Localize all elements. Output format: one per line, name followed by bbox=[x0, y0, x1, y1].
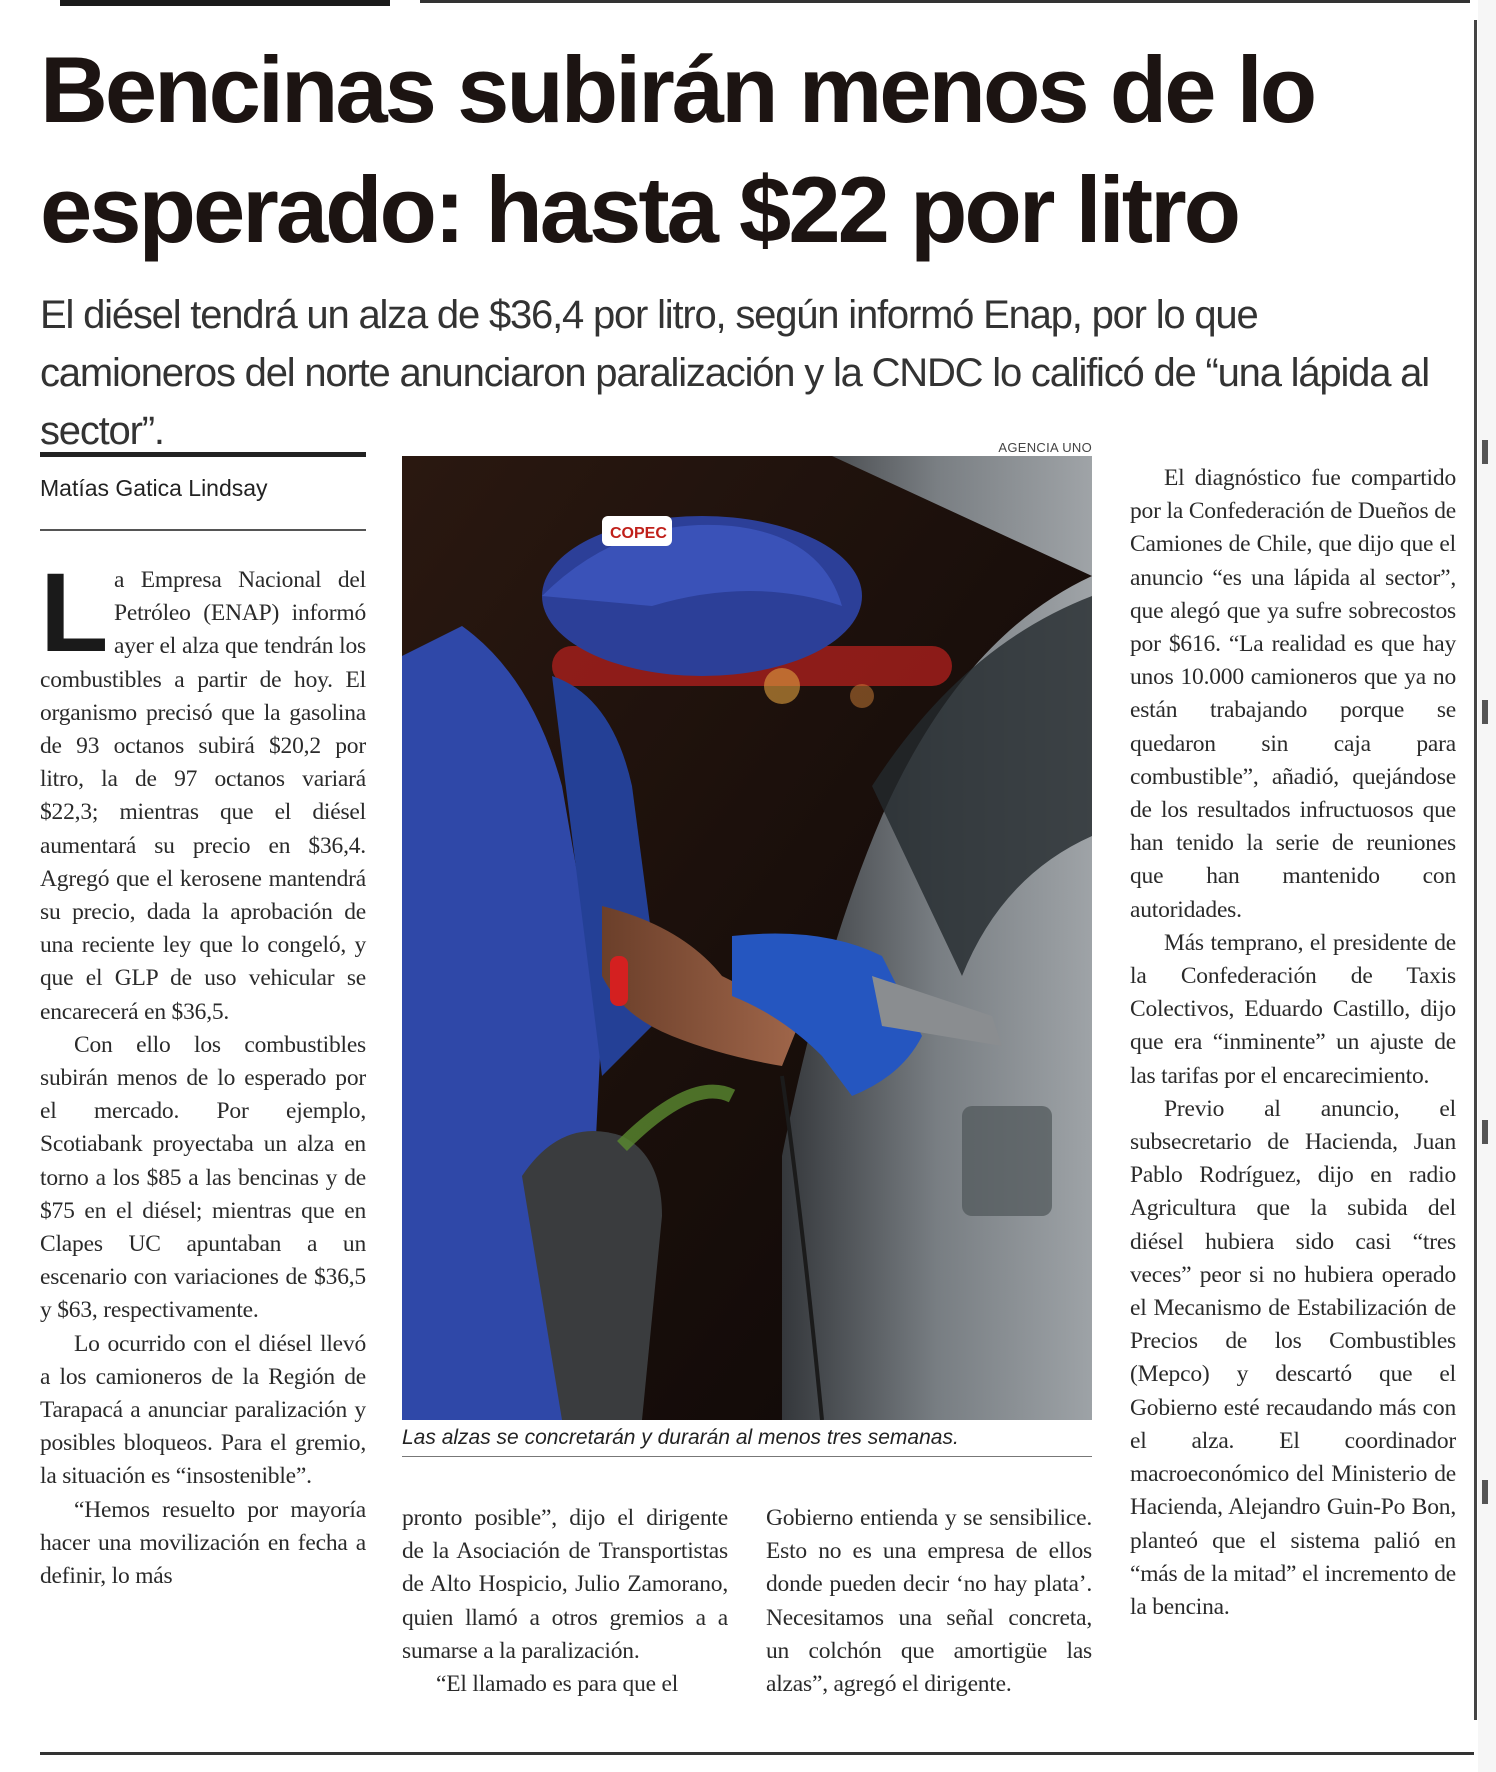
bottom-rule bbox=[40, 1752, 1474, 1755]
article-column-4 bbox=[1130, 462, 1456, 1624]
adjacent-page-edge bbox=[1478, 0, 1496, 1772]
photo-credit: AGENCIA UNO bbox=[998, 440, 1092, 455]
paragraph: Previo al anuncio, el subsecretario de Hacienda, Juan Pablo Rodríguez, dijo en radio Agricultura que la subida del diésel hubiera sido casi “tres veces” peor si no hubiera operado el Mecanismo de Estabilización de Precios de los Combustibles (Mepco) y descartó que el Gobierno esté recaudando más con el alza. El coordinador macroeconómico del Ministerio de Hacienda, Alejandro Guin-Po Bon, planteó que el sistema palió en “más de la mitad” el incremento de la bencina. bbox=[1130, 1095, 1456, 1620]
paragraph: Más temprano, el presidente de la Confederación de Taxis Colectivos, Eduardo Castillo, dijo que era “inminente” un ajuste de las tarifas por el encarecimiento. bbox=[1130, 929, 1456, 1089]
paragraph: “El llamado es para que el bbox=[436, 1671, 679, 1698]
article-photo bbox=[402, 456, 1092, 1420]
paragraph: “Hemos resuelto por mayoría hacer una movilización en fecha a definir, lo más bbox=[40, 1496, 366, 1590]
paragraph: a Empresa Nacional del Petróleo (ENAP) informó ayer el alza que tendrán los combustibles a partir de hoy. El organismo precisó que la gasolina de 93 octanos subirá $20,2 por litro, la de 97 octanos variará $22,3; mientras que el diésel aumentará su precio en $36,4. Agregó que el kerosene mantendrá su precio, dada la aprobación de una reciente ley que lo congeló, y que el GLP de uso vehicular se encarecerá en $36,5. bbox=[40, 567, 366, 1025]
top-thin-rule bbox=[420, 0, 1470, 3]
byline-box bbox=[40, 452, 366, 531]
cap-logo: COPEC bbox=[610, 525, 667, 542]
column-divider bbox=[1474, 20, 1477, 1720]
paragraph: Con ello los combustibles subirán menos de lo esperado por el mercado. Por ejemplo, Scotiabank proyectaba un alza en torno a los $85 a las bencinas y de $75 en el diésel; mientras que en Clapes UC apuntaban a un escenario con variaciones de $36,5 y $63, respectivamente. bbox=[40, 1031, 366, 1324]
paragraph: Gobierno entienda y se sensibilice. Esto no es una empresa de ellos donde pueden decir ‘no hay plata’. Necesitamos una señal concreta, un colchón que amortigüe las alzas”, agregó el dirigente. bbox=[766, 1505, 1092, 1698]
byline: Matías Gatica Lindsay bbox=[40, 475, 268, 501]
headline: Bencinas subirán menos de lo esperado: hasta $22 por litro bbox=[40, 37, 1315, 262]
article-column-1 bbox=[40, 550, 366, 1593]
photo-caption: Las alzas se concretarán y durarán al menos tres semanas. bbox=[402, 1426, 1092, 1457]
article-column-2 bbox=[402, 1502, 728, 1701]
paragraph: Lo ocurrido con el diésel llevó a los camioneros de la Región de Tarapacá a anunciar paralización y posibles bloqueos. Para el gremio, la situación es “insostenible”. bbox=[40, 1330, 366, 1490]
fuel-pump-photo-illustration bbox=[402, 456, 1092, 1420]
article-column-3 bbox=[766, 1502, 1092, 1701]
top-rule bbox=[0, 0, 1496, 6]
deck: El diésel tendrá un alza de $36,4 por litro, según informó Enap, por lo que camioneros del norte anunciaron paralización y la CNDC lo calificó de “una lápida al sector”. bbox=[40, 293, 1429, 453]
paragraph: El diagnóstico fue compartido por la Confederación de Dueños de Camiones de Chile, que dijo que el anuncio “es una lápida al sector”, que alegó que ya sufre sobrecostos por $616. “La realidad es que hay unos 10.000 camioneros que ya no están trabajando porque se quedaron sin caja para combustible”, añadió, quejándose de los resultados infructuosos que han tenido la serie de reuniones que han mantenido con autoridades. bbox=[1130, 465, 1456, 923]
section-bar bbox=[60, 0, 390, 6]
paragraph: pronto posible”, dijo el dirigente de la Asociación de Transportistas de Alto Hospicio, Julio Zamorano, quien llamó a otros gremios a a sumarse a la paralización. bbox=[402, 1505, 728, 1664]
drop-cap: L bbox=[40, 550, 109, 675]
